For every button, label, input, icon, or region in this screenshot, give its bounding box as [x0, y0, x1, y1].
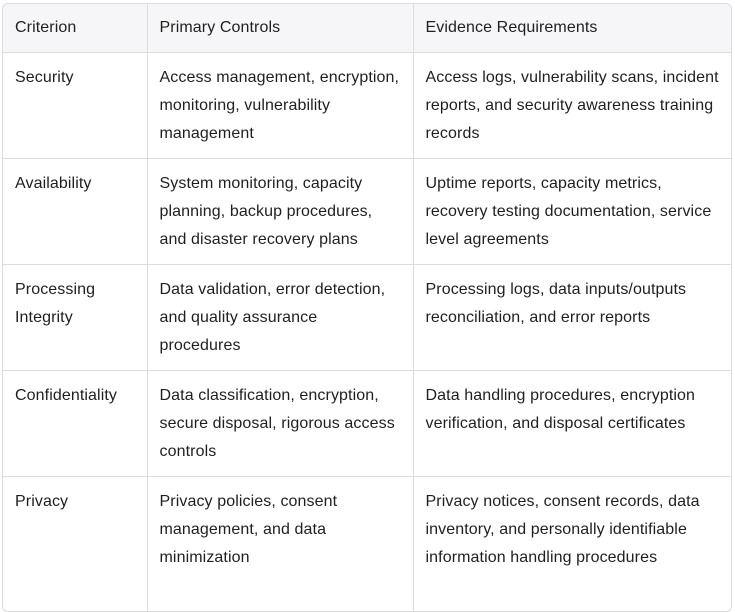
table-body [3, 53, 731, 611]
primary-controls-cell: Access management, encryption, monitoring, vulnerability management [147, 53, 413, 159]
criteria-table-container [2, 3, 732, 612]
header-row [3, 4, 731, 53]
primary-controls-cell: System monitoring, capacity planning, backup procedures, and disaster recovery plans [147, 159, 413, 265]
table-row [3, 265, 731, 371]
evidence-requirements-cell: Privacy notices, consent records, data inventory, and personally identifiable information handling procedures [425, 493, 700, 566]
criterion-cell: Availability [3, 159, 147, 265]
primary-controls-cell: Data classification, encryption, secure disposal, rigorous access controls [147, 371, 413, 477]
primary-controls-cell: Privacy policies, consent management, and data minimization [147, 477, 413, 611]
table-row [3, 477, 731, 611]
criteria-table [3, 4, 731, 611]
evidence-requirements-cell: Access logs, vulnerability scans, incident reports, and security awareness training records [413, 53, 731, 159]
table-row [3, 53, 731, 159]
criterion-cell: Security [3, 53, 147, 159]
criterion-cell: Confidentiality [3, 371, 147, 477]
evidence-requirements-cell: Processing logs, data inputs/outputs reconciliation, and error reports [413, 265, 731, 371]
table-row [3, 371, 731, 477]
criterion-cell: Privacy [3, 477, 147, 611]
table-header [3, 4, 731, 53]
primary-controls-cell: Data validation, error detection, and quality assurance procedures [147, 265, 413, 371]
criterion-cell: Processing Integrity [3, 265, 147, 371]
evidence-requirements-cell: Data handling procedures, encryption verification, and disposal certificates [413, 371, 731, 477]
header-primary-controls: Primary Controls [147, 4, 413, 53]
header-criterion: Criterion [3, 4, 147, 53]
table-row [3, 159, 731, 265]
header-evidence-requirements: Evidence Requirements [413, 4, 731, 53]
evidence-requirements-cell: Uptime reports, capacity metrics, recovery testing documentation, service level agreements [413, 159, 731, 265]
